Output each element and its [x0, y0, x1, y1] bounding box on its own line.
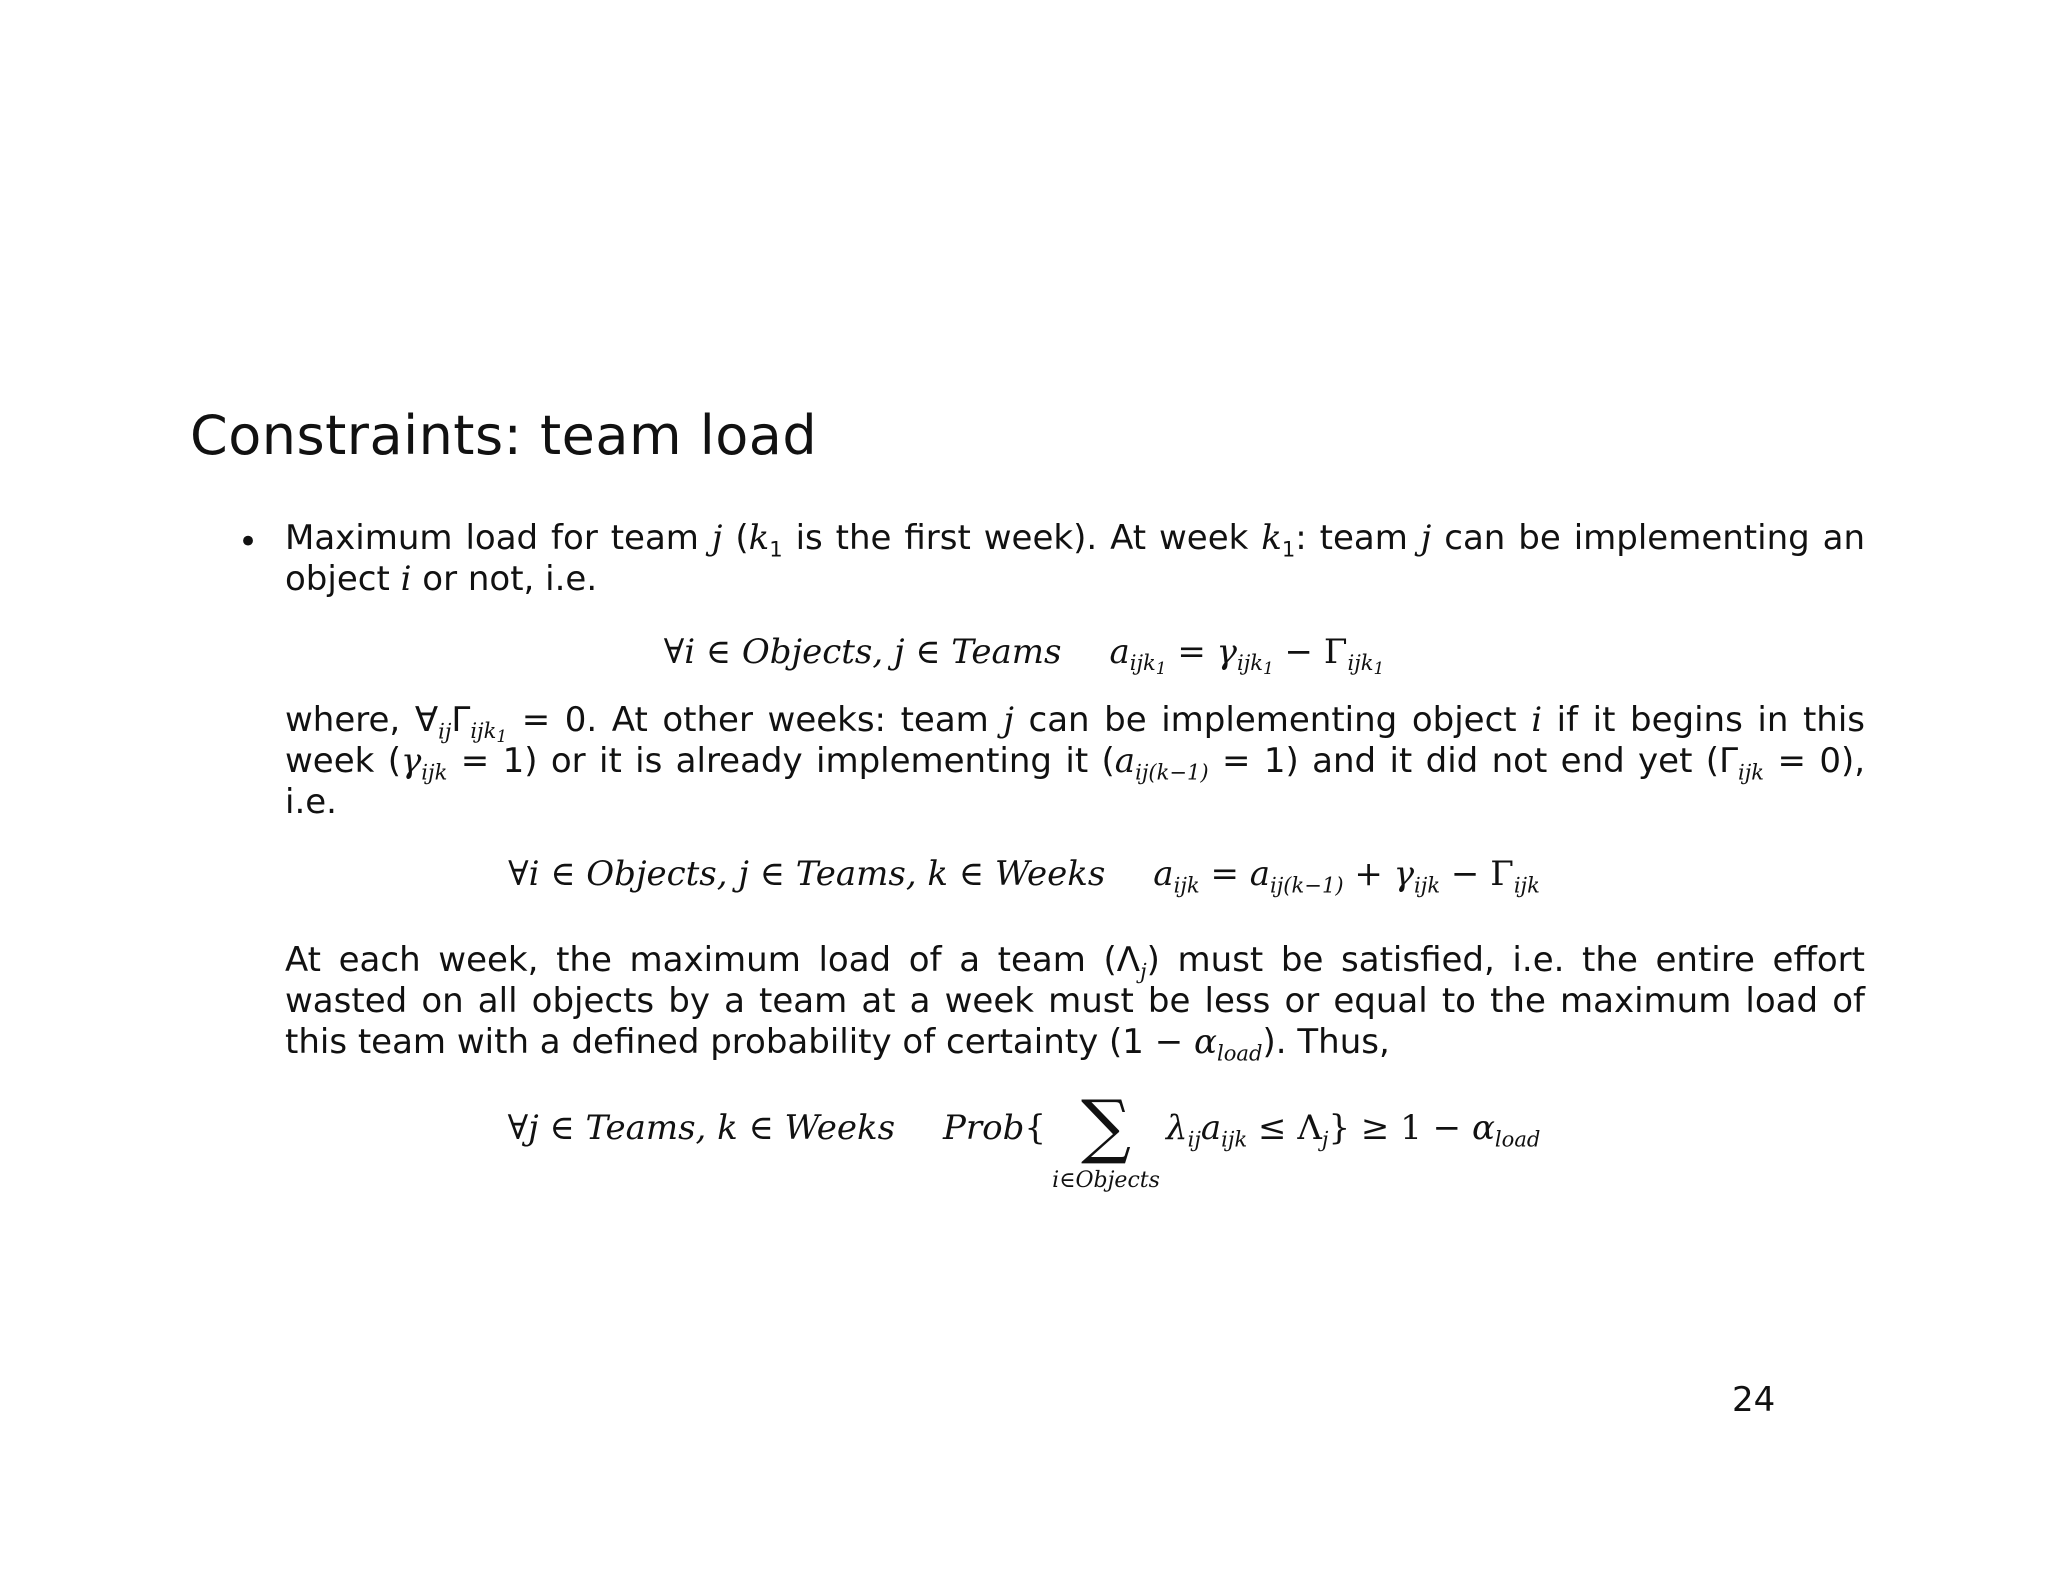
page-number: 24 [1732, 1380, 1776, 1420]
bullet-icon: • [238, 522, 259, 562]
equation-probability-load: ∀j ∈ Teams, k ∈ Weeks Prob{ ∑ i∈Objects $\lambda_{ij}a_{ijk} \le \Lambda_j\} \ge 1 - \alpha_{load}$ [507, 1085, 1541, 1193]
equation-first-week: ∀i ∈ Objects, j ∈ Teams $a_{ijk_1} = \gamma_{ijk_1} - \Gamma_{ijk_1}$ [663, 632, 1385, 679]
equation-other-weeks: ∀i ∈ Objects, j ∈ Teams, k ∈ Weeks $a_{ijk} = a_{ij(k-1)} + \gamma_{ijk} - \Gamma_{ijk}$ [508, 854, 1540, 898]
paragraph-max-load: Maximum load for team j ($k_1$ is the first week). At week $k_1$: team j can be implementing an object i or not, i.e. [285, 518, 1866, 599]
paragraph-other-weeks: where, $\forall_{ij}\Gamma_{ijk_1} = 0$. At other weeks: team j can be implementing object i if it begins in this week $(\gamma_{ijk} = 1)$ or it is already implementing it $(a_{ij(k-1)} = 1)$ and it did not end yet $(\Gamma_{ijk} = 0)$, i.e. [285, 700, 1866, 822]
sum-operator: ∑ i∈Objects [1052, 1085, 1160, 1193]
paragraph-max-load-satisfied: At each week, the maximum load of a team $(\Lambda_j)$ must be satisfied, i.e. the entire effort wasted on all objects by a team at a week must be less or equal to the maximum load of this team with a defined probability of certainty $(1 - \alpha_{load})$. Thus, [285, 940, 1865, 1066]
slide-title: Constraints: team load [190, 404, 818, 467]
